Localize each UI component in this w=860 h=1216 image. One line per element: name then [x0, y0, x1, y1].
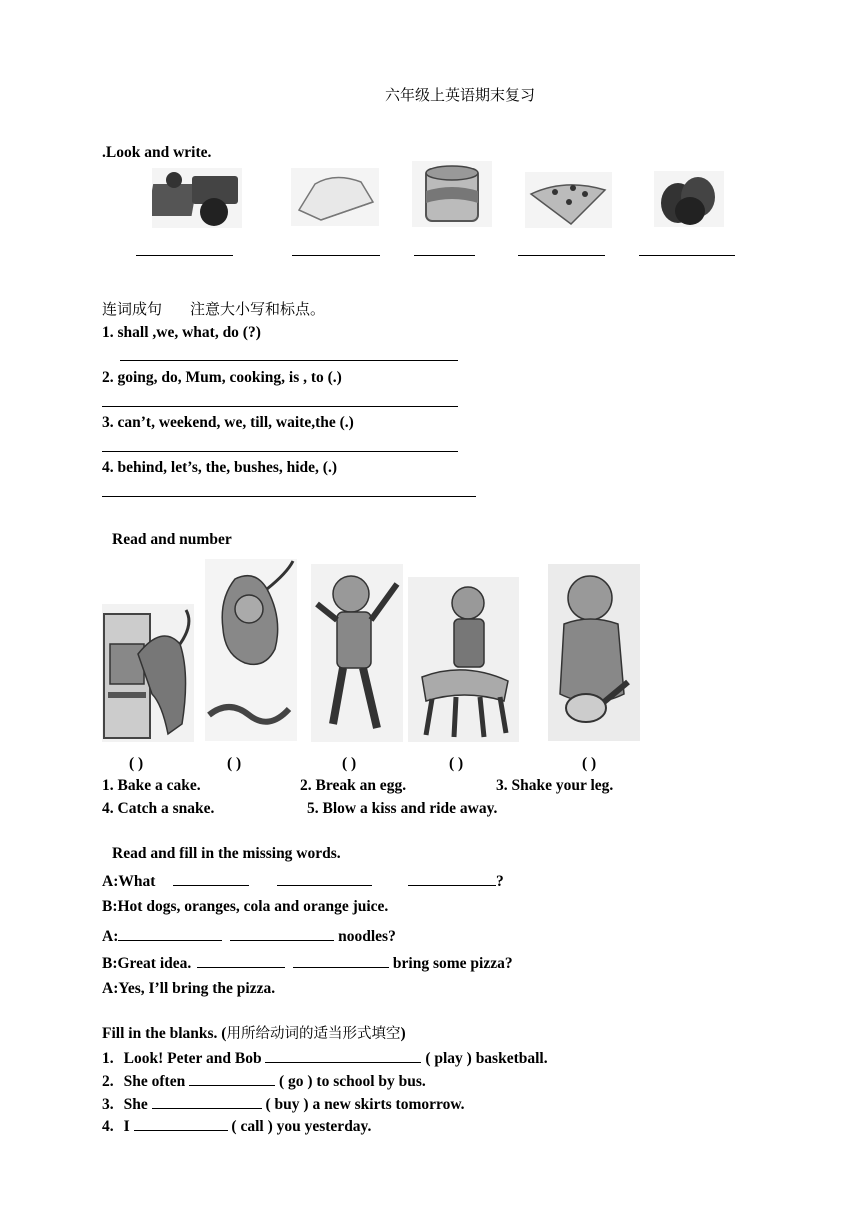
answer-paren-3: ( )	[342, 755, 357, 772]
mango-icon	[654, 171, 724, 227]
phrase-2: 2. Break an egg.	[300, 777, 407, 794]
dialog-line-3: A: noodles?	[102, 925, 396, 947]
tiger-snake-icon	[205, 559, 297, 741]
fill-item-2: 2. She often ( go ) to school by bus.	[102, 1070, 426, 1092]
read-number-heading: Read and number	[112, 531, 232, 548]
tiger-horse-icon	[408, 577, 519, 742]
dialog-line-5: A:Yes, I’ll bring the pizza.	[102, 980, 276, 997]
answer-paren-5: ( )	[582, 755, 597, 772]
sentence-item-1: 1. shall ,we, what, do (?)	[102, 324, 261, 341]
answer-paren-2: ( )	[227, 755, 242, 772]
fill-item-3: 3. She ( buy ) a new skirts tomorrow.	[102, 1093, 465, 1115]
look-write-heading: .Look and write.	[102, 144, 212, 161]
sentence-item-3: 3. can’t, weekend, we, till, waite,the (.)	[102, 414, 354, 431]
tiger-oven-icon	[102, 604, 194, 742]
sentence-item-4: 4. behind, let’s, the, bushes, hide, (.)	[102, 459, 337, 476]
dialog-line-1: A:What ?	[102, 870, 504, 892]
fill-heading: Fill in the blanks. (用所给动词的适当形式填空)	[102, 1025, 406, 1042]
bread-icon	[291, 168, 379, 226]
dialog-line-4: B:Great idea. bring some pizza?	[102, 952, 513, 974]
dialog-heading: Read and fill in the missing words.	[112, 845, 341, 862]
chocolate-icon	[152, 168, 242, 228]
phrase-4: 4. Catch a snake.	[102, 800, 215, 817]
answer-paren-4: ( )	[449, 755, 464, 772]
can-icon	[412, 161, 492, 227]
fill-item-1: 1. Look! Peter and Bob ( play ) basketball.	[102, 1047, 548, 1069]
phrase-5: 5. Blow a kiss and ride away.	[307, 800, 498, 817]
fill-item-4: 4. I ( call ) you yesterday.	[102, 1115, 371, 1137]
sentence-item-2: 2. going, do, Mum, cooking, is , to (.)	[102, 369, 342, 386]
answer-paren-1: ( )	[129, 755, 144, 772]
page-title: 六年级上英语期末复习	[384, 86, 535, 104]
dialog-line-2: B:Hot dogs, oranges, cola and orange juice.	[102, 898, 389, 915]
tiger-dance-icon	[311, 564, 403, 742]
pizza-icon	[525, 172, 612, 228]
phrase-3: 3. Shake your leg.	[496, 777, 614, 794]
phrase-1: 1. Bake a cake.	[102, 777, 201, 794]
sentences-heading: 连词成句 注意大小写和标点。	[102, 300, 326, 318]
tiger-pan-icon	[548, 564, 640, 741]
